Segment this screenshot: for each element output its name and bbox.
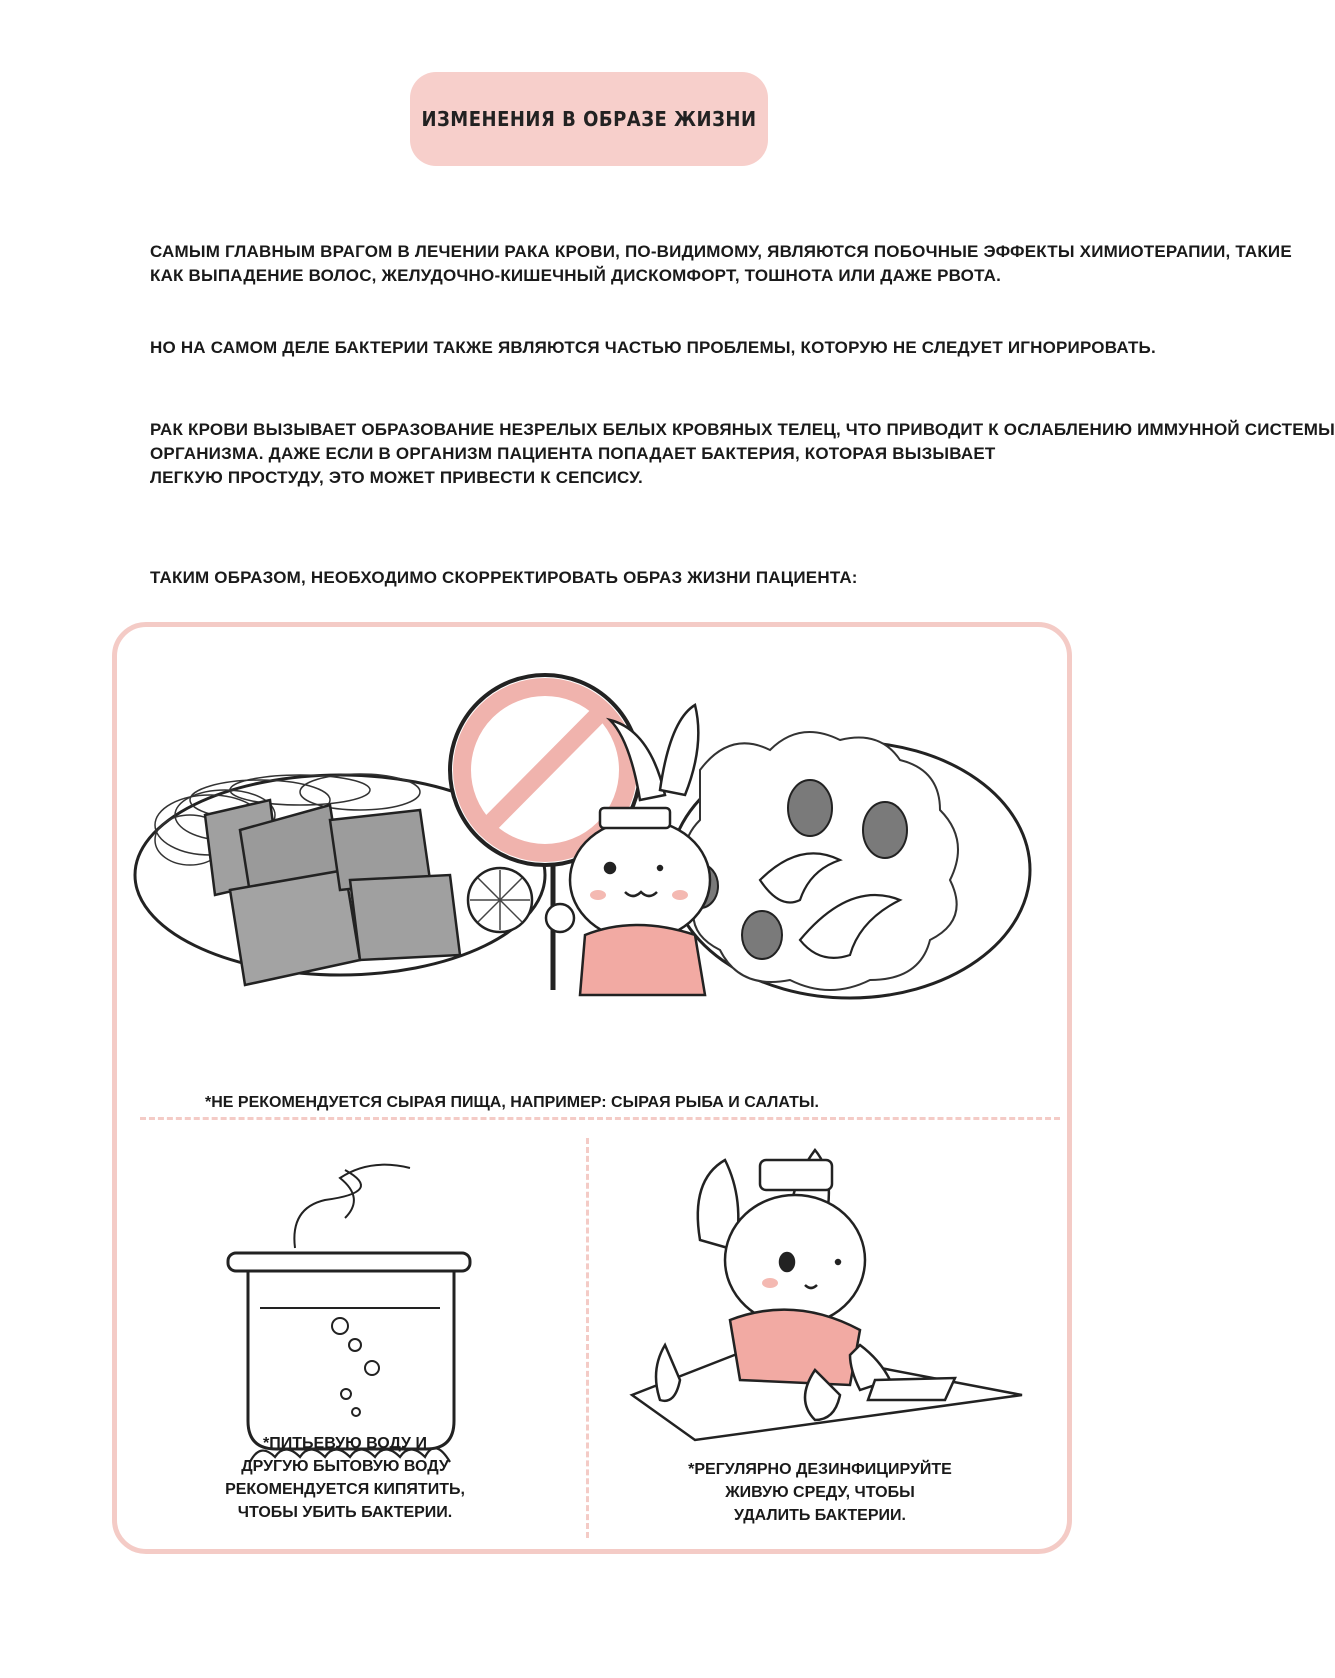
caption-disinfect xyxy=(670,1458,970,1527)
caption-line: ЧТОБЫ УБИТЬ БАКТЕРИИ. xyxy=(237,1504,453,1521)
paragraph-line: ОРГАНИЗМА. ДАЖЕ ЕСЛИ В ОРГАНИЗМ ПАЦИЕНТА ПОПАДАЕТ БАКТЕРИЯ, КОТОРАЯ ВЫЗЫВАЕТ xyxy=(150,444,996,463)
caption-line: ДРУГУЮ БЫТОВУЮ ВОДУ xyxy=(241,1458,449,1475)
paragraph-line: САМЫМ ГЛАВНЫМ ВРАГОМ В ЛЕЧЕНИИ РАКА КРОВИ, ПО-ВИДИМОМУ, ЯВЛЯЮТСЯ ПОБОЧНЫЕ ЭФФЕКТЫ ХИМИОТЕРАПИИ, ТАКИЕ xyxy=(150,242,1292,261)
caption-line: РЕКОМЕНДУЕТСЯ КИПЯТИТЬ, xyxy=(225,1481,465,1498)
paragraph-line: ЛЕГКУЮ ПРОСТУДУ, ЭТО МОЖЕТ ПРИВЕСТИ К СЕПСИСУ. xyxy=(150,468,643,487)
page-title: ИЗМЕНЕНИЯ В ОБРАЗЕ ЖИЗНИ xyxy=(421,107,757,131)
paragraph-line: НО НА САМОМ ДЕЛЕ БАКТЕРИИ ТАКЖЕ ЯВЛЯЮТСЯ ЧАСТЬЮ ПРОБЛЕМЫ, КОТОРУЮ НЕ СЛЕДУЕТ ИГНОРИРОВАТЬ. xyxy=(150,338,1156,357)
caption-line: *НЕ РЕКОМЕНДУЕТСЯ СЫРАЯ ПИЩА, НАПРИМЕР: СЫРАЯ РЫБА И САЛАТЫ. xyxy=(205,1094,819,1111)
paragraph-line: КАК ВЫПАДЕНИЕ ВОЛОС, ЖЕЛУДОЧНО-КИШЕЧНЫЙ ДИСКОМФОРТ, ТОШНОТА ИЛИ ДАЖЕ РВОТА. xyxy=(150,266,1001,285)
paragraph-line: РАК КРОВИ ВЫЗЫВАЕТ ОБРАЗОВАНИЕ НЕЗРЕЛЫХ БЕЛЫХ КРОВЯНЫХ ТЕЛЕЦ, ЧТО ПРИВОДИТ К ОСЛАБЛЕНИЮ ИММУННОЙ СИСТЕМЫ xyxy=(150,420,1335,439)
caption-line: *РЕГУЛЯРНО ДЕЗИНФИЦИРУЙТЕ xyxy=(688,1461,952,1478)
paragraph-line: ТАКИМ ОБРАЗОМ, НЕОБХОДИМО СКОРРЕКТИРОВАТЬ ОБРАЗ ЖИЗНИ ПАЦИЕНТА: xyxy=(150,568,858,587)
caption-line: *ПИТЬЕВУЮ ВОДУ И xyxy=(263,1435,427,1452)
caption-line: ЖИВУЮ СРЕДУ, ЧТОБЫ xyxy=(725,1484,915,1501)
caption-line: УДАЛИТЬ БАКТЕРИИ. xyxy=(734,1507,906,1524)
bunny-cleaning-icon xyxy=(632,1150,1022,1440)
